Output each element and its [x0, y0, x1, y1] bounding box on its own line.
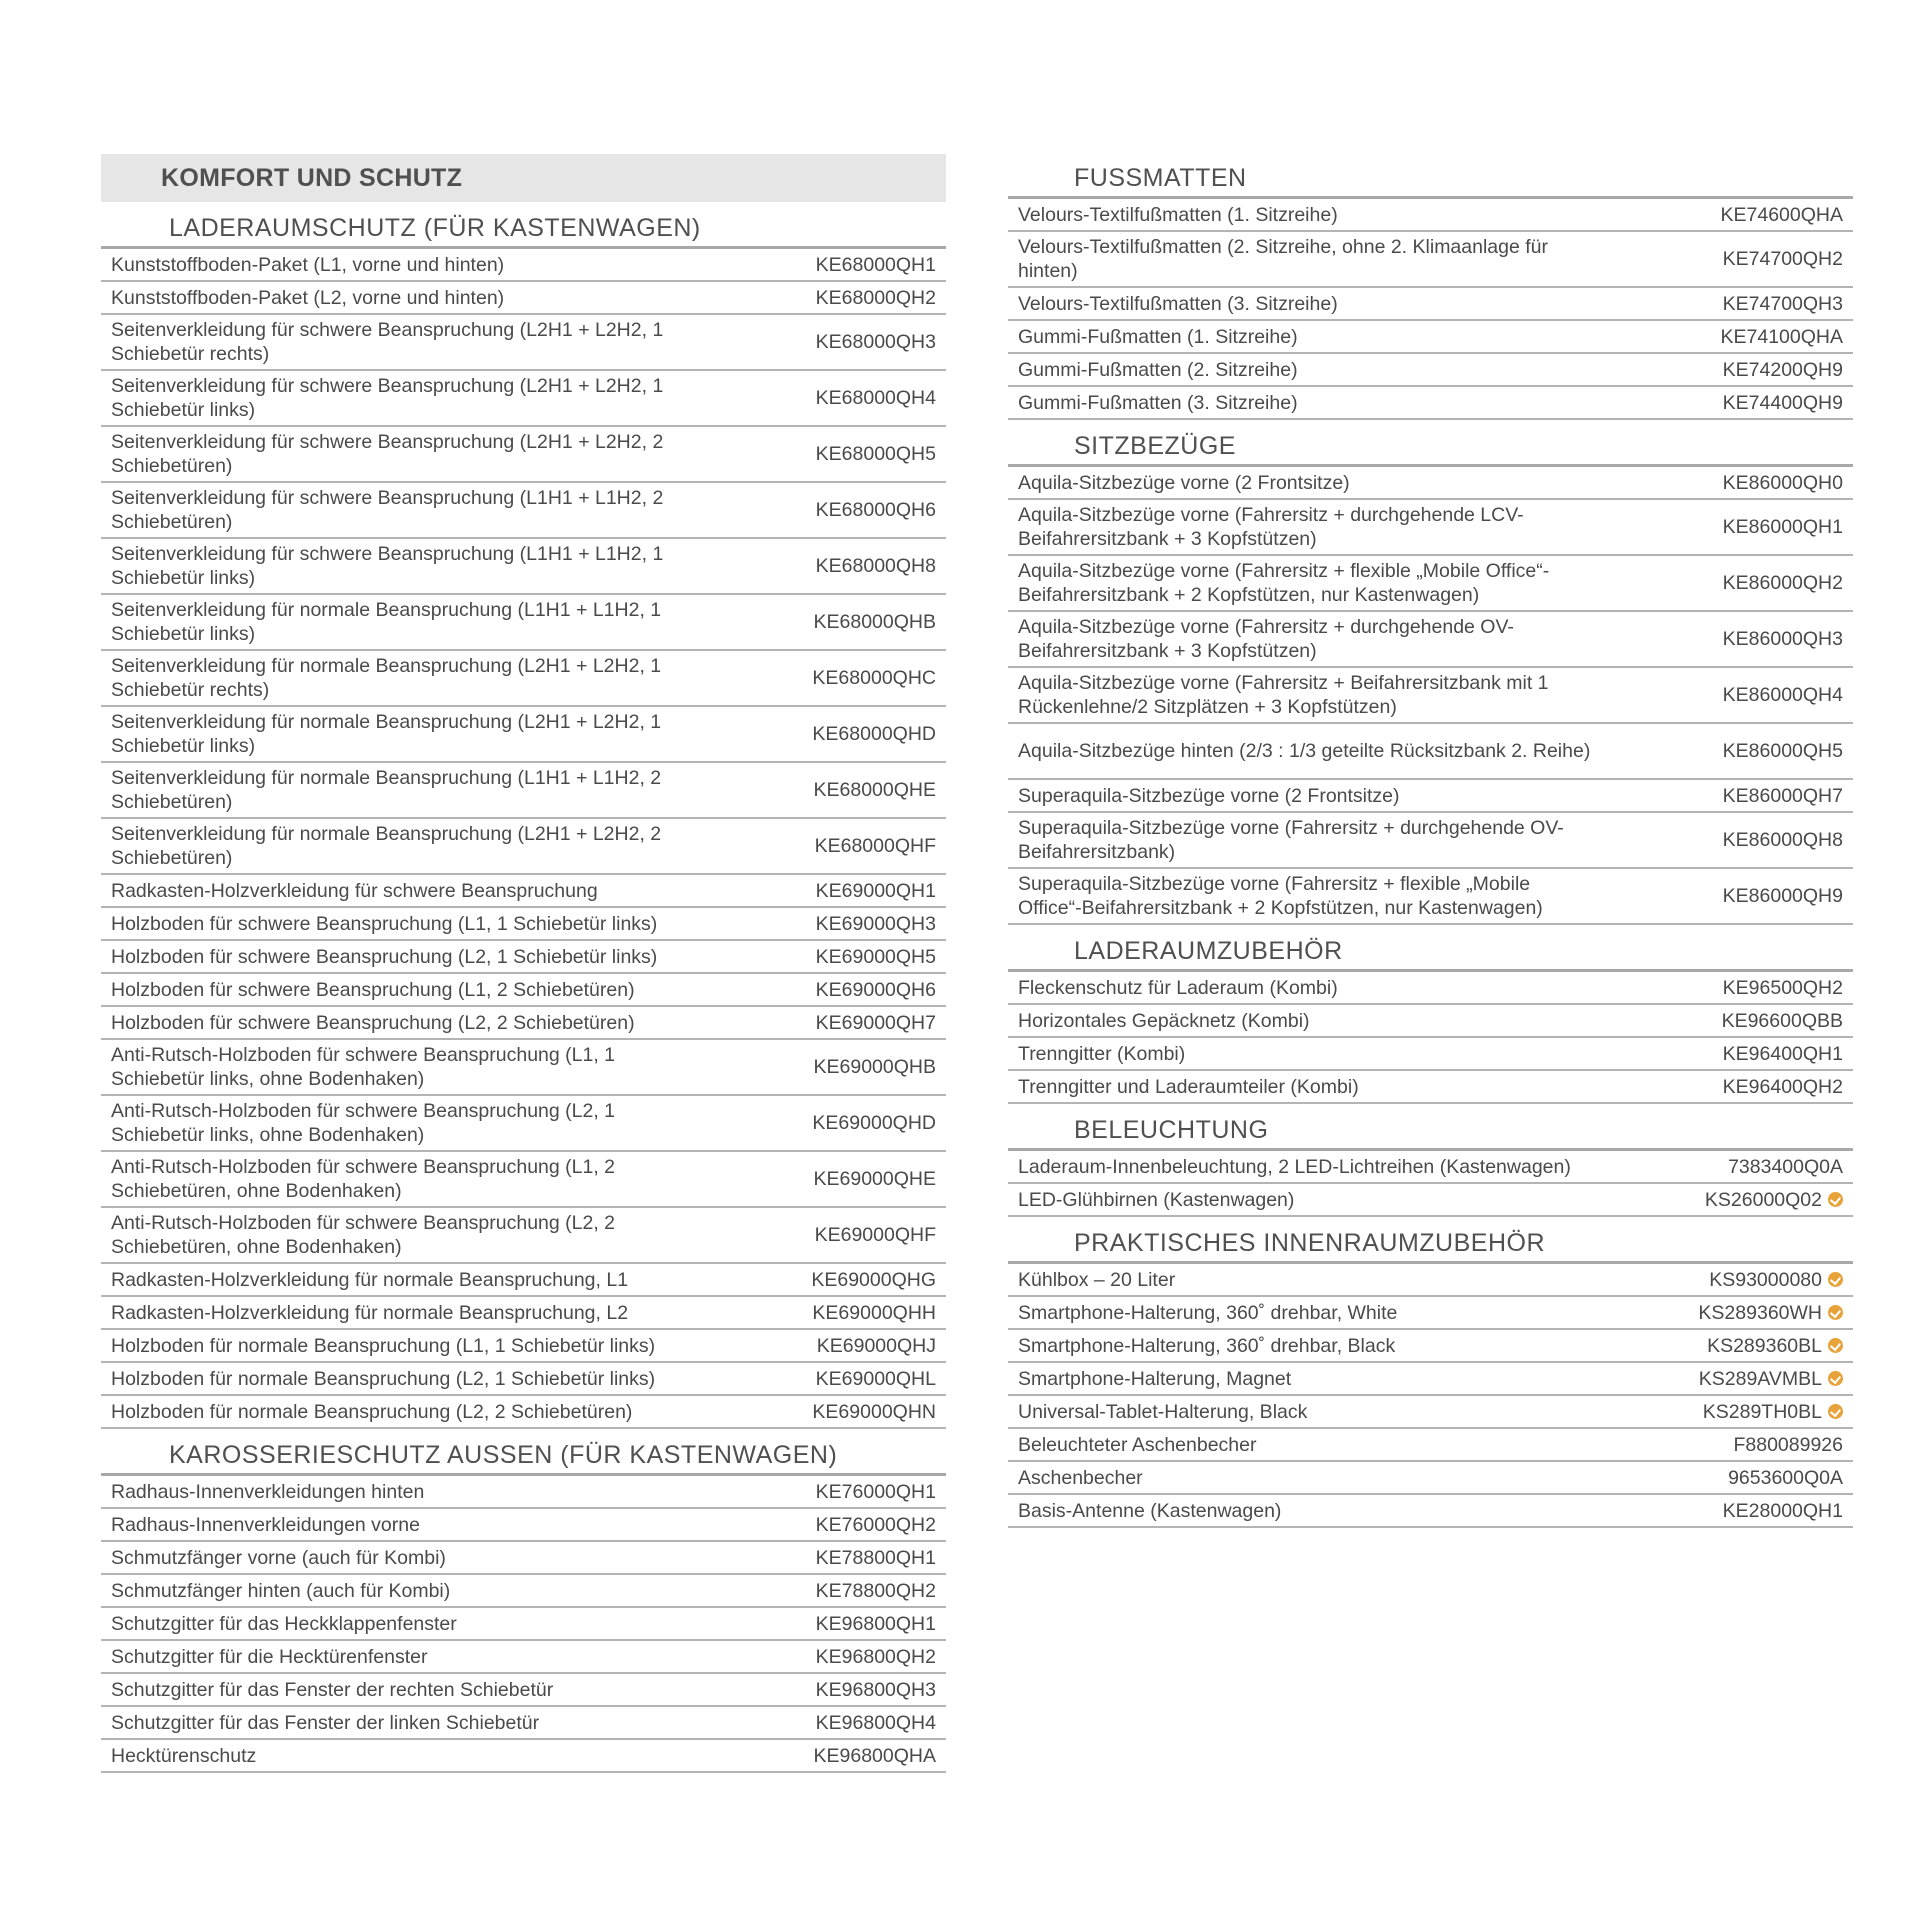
item-description: Seitenverkleidung für schwere Beanspruchung (L2H1 + L2H2, 2 Schiebetüren)	[111, 431, 664, 477]
section-laderaumschutz-fuer-kastenwagen	[101, 210, 946, 1429]
section-karosserieschutz-aussen-fuer-kastenwagen	[101, 1437, 946, 1773]
item-code-cell	[816, 386, 936, 410]
item-description: Superaquila-Sitzbezüge vorne (2 Frontsitze)	[1018, 784, 1400, 807]
list-item	[101, 1330, 946, 1363]
item-description: Aquila-Sitzbezüge hinten (2/3 : 1/3 geteilte Rücksitzbank 2. Reihe)	[1018, 740, 1591, 762]
item-code-cell	[816, 1645, 936, 1669]
list-item	[101, 315, 946, 371]
item-code-cell	[816, 498, 936, 522]
item-description: Trenngitter (Kombi)	[1018, 1042, 1186, 1065]
list-item	[1008, 1429, 1853, 1462]
item-code-cell	[1723, 292, 1843, 316]
item-description: Seitenverkleidung für normale Beanspruchung (L2H1 + L2H2, 1 Schiebetür links)	[111, 711, 662, 757]
item-description: Seitenverkleidung für schwere Beanspruchung (L2H1 + L2H2, 1 Schiebetür rechts)	[111, 319, 664, 365]
item-description: Seitenverkleidung für schwere Beanspruchung (L1H1 + L1H2, 2 Schiebetüren)	[111, 487, 664, 533]
item-code: KE96800QH1	[815, 1612, 936, 1635]
item-code-cell	[1728, 1155, 1843, 1179]
item-description: Kunststoffboden-Paket (L1, vorne und hinten)	[111, 253, 505, 276]
list-item	[101, 282, 946, 315]
item-code: KE86000QH0	[1722, 471, 1843, 494]
item-code: KE69000QHF	[814, 1224, 936, 1246]
item-code: KE74700QH3	[1722, 292, 1843, 315]
item-code-cell	[816, 912, 936, 936]
item-code-cell	[1723, 471, 1843, 495]
item-code: KE69000QHE	[813, 1168, 936, 1190]
item-code-cell	[816, 554, 936, 578]
item-code: KE78800QH1	[815, 1546, 936, 1569]
section-title: SITZBEZÜGE	[1008, 428, 1853, 467]
item-code-cell	[816, 1711, 936, 1735]
list-item	[101, 539, 946, 595]
item-code-cell	[816, 286, 936, 310]
list-item	[101, 249, 946, 282]
check-badge-icon	[1828, 1338, 1843, 1353]
item-code-cell	[1723, 739, 1843, 763]
item-code: KE69000QHB	[813, 1056, 936, 1078]
list-item	[101, 1575, 946, 1608]
item-code: KE68000QH5	[815, 443, 936, 465]
item-description: Holzboden für schwere Beanspruchung (L2, 2 Schiebetüren)	[111, 1011, 635, 1034]
item-code-cell	[816, 1011, 936, 1035]
item-description: Schmutzfänger hinten (auch für Kombi)	[111, 1579, 451, 1602]
item-code: KE76000QH1	[815, 1480, 936, 1503]
item-code: KE74100QHA	[1720, 325, 1843, 348]
item-code-cell	[1723, 358, 1843, 382]
item-code: KE68000QH2	[815, 286, 936, 309]
item-code-cell	[812, 1301, 936, 1325]
list-item	[101, 651, 946, 707]
item-code-cell	[811, 1268, 936, 1292]
list-item	[101, 1007, 946, 1040]
item-code-cell	[816, 945, 936, 969]
item-description: Kunststoffboden-Paket (L2, vorne und hinten)	[111, 286, 505, 309]
item-description: Seitenverkleidung für schwere Beanspruchung (L1H1 + L1H2, 1 Schiebetür links)	[111, 543, 664, 589]
item-description: Seitenverkleidung für normale Beanspruchung (L1H1 + L1H2, 2 Schiebetüren)	[111, 767, 662, 813]
item-code: KE69000QH5	[815, 945, 936, 968]
item-description: Holzboden für normale Beanspruchung (L1, 1 Schiebetür links)	[111, 1334, 656, 1357]
list-item	[101, 1740, 946, 1773]
item-code: KE86000QH2	[1722, 572, 1843, 594]
item-code-cell	[1703, 1400, 1843, 1424]
item-code: KE78800QH2	[815, 1579, 936, 1602]
item-description: Seitenverkleidung für normale Beanspruchung (L1H1 + L1H2, 1 Schiebetür links)	[111, 599, 662, 645]
list-item	[101, 1509, 946, 1542]
item-description: Gummi-Fußmatten (3. Sitzreihe)	[1018, 391, 1298, 414]
list-item	[1008, 1297, 1853, 1330]
list-item	[1008, 1151, 1853, 1184]
item-code: KE86000QH4	[1722, 684, 1843, 706]
item-code: KE74200QH9	[1722, 358, 1843, 381]
item-code: 9653600Q0A	[1728, 1466, 1843, 1489]
item-description: Gummi-Fußmatten (2. Sitzreihe)	[1018, 358, 1298, 381]
item-code-cell	[816, 253, 936, 277]
item-code-cell	[816, 879, 936, 903]
item-description: Holzboden für normale Beanspruchung (L2, 2 Schiebetüren)	[111, 1400, 633, 1423]
list-item	[101, 1208, 946, 1264]
check-badge-icon	[1828, 1305, 1843, 1320]
list-item	[101, 1707, 946, 1740]
item-code-cell	[816, 1367, 936, 1391]
item-code-cell	[1723, 571, 1843, 595]
list-item	[1008, 556, 1853, 612]
list-item	[1008, 1363, 1853, 1396]
list-item	[101, 1608, 946, 1641]
item-description: Anti-Rutsch-Holzboden für schwere Beanspruchung (L2, 1 Schiebetür links, ohne Bodenhaken)	[111, 1100, 616, 1146]
item-code: KE96600QBB	[1721, 1009, 1843, 1032]
item-code-cell	[815, 834, 936, 858]
list-item	[101, 483, 946, 539]
item-description: Aquila-Sitzbezüge vorne (Fahrersitz + flexible „Mobile Office“-Beifahrersitzbank + 2 Kopfstützen, nur Kastenwagen)	[1018, 560, 1550, 606]
item-code: KE68000QH1	[815, 253, 936, 276]
item-description: Velours-Textilfußmatten (3. Sitzreihe)	[1018, 292, 1338, 315]
item-code-cell	[1723, 976, 1843, 1000]
item-code: KE76000QH2	[815, 1513, 936, 1536]
item-description: Radhaus-Innenverkleidungen vorne	[111, 1513, 420, 1536]
item-description: Superaquila-Sitzbezüge vorne (Fahrersitz + durchgehende OV-Beifahrersitzbank)	[1018, 817, 1564, 863]
item-code-cell	[816, 1546, 936, 1570]
item-description: Fleckenschutz für Laderaum (Kombi)	[1018, 976, 1338, 999]
item-code: KE69000QHG	[811, 1268, 936, 1291]
item-code-cell	[814, 1744, 937, 1768]
item-code: KE74700QH2	[1722, 248, 1843, 270]
item-description: Schutzgitter für die Hecktürenfenster	[111, 1645, 428, 1668]
list-item	[1008, 1495, 1853, 1528]
item-code-cell	[816, 978, 936, 1002]
item-code-cell	[1723, 391, 1843, 415]
list-item	[101, 941, 946, 974]
list-item	[1008, 813, 1853, 869]
item-description: Radkasten-Holzverkleidung für normale Beanspruchung, L1	[111, 1268, 629, 1291]
item-description: Schutzgitter für das Fenster der linken Schiebetür	[111, 1711, 540, 1734]
item-code: KE68000QHC	[812, 667, 936, 689]
list-item	[101, 371, 946, 427]
list-item	[1008, 1330, 1853, 1363]
item-code-cell	[1723, 683, 1843, 707]
item-code: KS289AVMBL	[1698, 1367, 1822, 1390]
check-badge-icon	[1828, 1192, 1843, 1207]
item-code-cell	[816, 1678, 936, 1702]
item-code-cell	[1699, 1367, 1843, 1391]
item-code: KS93000080	[1709, 1268, 1822, 1291]
item-code: KE96800QHA	[813, 1744, 936, 1767]
item-code-cell	[816, 1513, 936, 1537]
list-item	[101, 763, 946, 819]
item-code-cell	[812, 1400, 936, 1424]
item-description: Trenngitter und Laderaumteiler (Kombi)	[1018, 1075, 1359, 1098]
item-code-cell	[816, 1579, 936, 1603]
list-item	[101, 875, 946, 908]
item-description: Holzboden für schwere Beanspruchung (L1, 2 Schiebetüren)	[111, 978, 635, 1001]
item-code-cell	[1723, 828, 1843, 852]
list-item	[1008, 1462, 1853, 1495]
item-code-cell	[1723, 247, 1843, 271]
item-code: KE74400QH9	[1722, 391, 1843, 414]
item-code-cell	[814, 1055, 937, 1079]
left-column	[101, 154, 946, 1773]
list-item	[101, 427, 946, 483]
list-item	[1008, 467, 1853, 500]
list-item	[101, 1542, 946, 1575]
item-code: KE28000QH1	[1722, 1499, 1843, 1522]
item-code: F880089926	[1733, 1433, 1843, 1456]
item-description: Basis-Antenne (Kastenwagen)	[1018, 1499, 1282, 1522]
item-code-cell	[1723, 515, 1843, 539]
item-code-cell	[1721, 325, 1844, 349]
list-item	[1008, 354, 1853, 387]
section-title: BELEUCHTUNG	[1008, 1112, 1853, 1151]
item-description: Seitenverkleidung für normale Beanspruchung (L2H1 + L2H2, 2 Schiebetüren)	[111, 823, 662, 869]
item-code: KE69000QH7	[815, 1011, 936, 1034]
item-description: Aschenbecher	[1018, 1466, 1143, 1489]
list-item	[101, 707, 946, 763]
item-code-cell	[1705, 1188, 1843, 1212]
list-item	[1008, 288, 1853, 321]
item-description: Aquila-Sitzbezüge vorne (Fahrersitz + Beifahrersitzbank mit 1 Rückenlehne/2 Sitzplätzen + 3 Kopfstützen)	[1018, 672, 1549, 718]
list-item	[1008, 500, 1853, 556]
item-code: KE68000QH6	[815, 499, 936, 521]
list-item	[1008, 1005, 1853, 1038]
right-sections	[1008, 160, 1853, 1528]
list-item	[1008, 612, 1853, 668]
section-title: LADERAUMZUBEHÖR	[1008, 933, 1853, 972]
item-code: KS289TH0BL	[1702, 1400, 1822, 1423]
item-code: KS289360BL	[1707, 1334, 1822, 1357]
item-description: Laderaum-Innenbeleuchtung, 2 LED-Lichtreihen (Kastenwagen)	[1018, 1155, 1571, 1178]
item-code: KE68000QHE	[813, 779, 936, 801]
section-title: KAROSSERIESCHUTZ AUSSEN (FÜR KASTENWAGEN)	[101, 1437, 946, 1476]
item-description: Aquila-Sitzbezüge vorne (Fahrersitz + durchgehende OV-Beifahrersitzbank + 3 Kopfstützen)	[1018, 616, 1514, 662]
list-item	[101, 1040, 946, 1096]
list-item	[101, 1264, 946, 1297]
list-item	[1008, 869, 1853, 925]
item-code: KE96800QH2	[815, 1645, 936, 1668]
item-description: Aquila-Sitzbezüge vorne (2 Frontsitze)	[1018, 471, 1350, 494]
item-code: KE86000QH9	[1722, 885, 1843, 907]
item-code-cell	[1723, 1042, 1843, 1066]
section-title: PRAKTISCHES INNENRAUMZUBEHÖR	[1008, 1225, 1853, 1264]
section-beleuchtung	[1008, 1112, 1853, 1217]
list-item	[101, 819, 946, 875]
check-badge-icon	[1828, 1371, 1843, 1386]
item-description: Radhaus-Innenverkleidungen hinten	[111, 1480, 425, 1503]
list-item	[101, 974, 946, 1007]
item-description: Universal-Tablet-Halterung, Black	[1018, 1400, 1308, 1423]
item-code: KE86000QH8	[1722, 829, 1843, 851]
item-description: Holzboden für schwere Beanspruchung (L2, 1 Schiebetür links)	[111, 945, 658, 968]
item-code-cell	[1728, 1466, 1843, 1490]
item-code-cell	[1722, 1009, 1843, 1033]
list-item	[1008, 668, 1853, 724]
item-code: KE96800QH4	[815, 1711, 936, 1734]
item-description: Superaquila-Sitzbezüge vorne (Fahrersitz + flexible „Mobile Office“-Beifahrersitzbank + 2 Kopfstützen, nur Kastenwagen)	[1018, 873, 1543, 919]
list-item	[1008, 780, 1853, 813]
item-description: Schmutzfänger vorne (auch für Kombi)	[111, 1546, 446, 1569]
item-description: Schutzgitter für das Heckklappenfenster	[111, 1612, 457, 1635]
check-badge-icon	[1828, 1272, 1843, 1287]
list-item	[101, 1297, 946, 1330]
list-item	[1008, 321, 1853, 354]
item-description: Holzboden für normale Beanspruchung (L2, 1 Schiebetür links)	[111, 1367, 656, 1390]
list-item	[101, 1476, 946, 1509]
list-item	[1008, 1071, 1853, 1104]
item-code-cell	[817, 1334, 936, 1358]
right-column	[1008, 160, 1853, 1528]
item-code-cell	[1721, 203, 1844, 227]
item-code: 7383400Q0A	[1728, 1155, 1843, 1178]
list-item	[101, 908, 946, 941]
item-code-cell	[816, 330, 936, 354]
item-code: KE96400QH2	[1722, 1075, 1843, 1098]
item-code-cell	[1723, 784, 1843, 808]
item-code: KE74600QHA	[1720, 203, 1843, 226]
item-description: Velours-Textilfußmatten (1. Sitzreihe)	[1018, 203, 1338, 226]
list-item	[1008, 232, 1853, 288]
check-badge-icon	[1828, 1404, 1843, 1419]
section-title: FUSSMATTEN	[1008, 160, 1853, 199]
item-description: Radkasten-Holzverkleidung für normale Beanspruchung, L2	[111, 1301, 629, 1324]
item-code: KE68000QH4	[815, 387, 936, 409]
item-description: LED-Glühbirnen (Kastenwagen)	[1018, 1188, 1295, 1211]
section-fussmatten	[1008, 160, 1853, 420]
item-description: Horizontales Gepäcknetz (Kombi)	[1018, 1009, 1310, 1032]
item-code-cell	[812, 722, 936, 746]
item-description: Velours-Textilfußmatten (2. Sitzreihe, ohne 2. Klimaanlage für hinten)	[1018, 236, 1549, 282]
item-description: Gummi-Fußmatten (1. Sitzreihe)	[1018, 325, 1298, 348]
list-item	[101, 1396, 946, 1429]
item-code-cell	[816, 1480, 936, 1504]
item-description: Aquila-Sitzbezüge vorne (Fahrersitz + durchgehende LCV-Beifahrersitzbank + 3 Kopfstützen)	[1018, 504, 1524, 550]
item-code-cell	[814, 778, 937, 802]
item-code-cell	[814, 1167, 937, 1191]
section-praktisches-innenraumzubehoer	[1008, 1225, 1853, 1528]
list-item	[1008, 199, 1853, 232]
item-code-cell	[814, 610, 937, 634]
item-code-cell	[816, 1612, 936, 1636]
item-code: KE86000QH3	[1722, 628, 1843, 650]
section-title: LADERAUMSCHUTZ (FÜR KASTENWAGEN)	[101, 210, 946, 249]
item-code-cell	[1723, 1075, 1843, 1099]
item-code: KE86000QH7	[1722, 784, 1843, 807]
page-title: KOMFORT UND SCHUTZ	[101, 154, 946, 202]
item-description: Schutzgitter für das Fenster der rechten Schiebetür	[111, 1678, 554, 1701]
item-code-cell	[815, 1223, 936, 1247]
item-description: Anti-Rutsch-Holzboden für schwere Beanspruchung (L1, 1 Schiebetür links, ohne Bodenhaken)	[111, 1044, 616, 1090]
item-code: KE86000QH5	[1722, 740, 1843, 762]
item-description: Holzboden für schwere Beanspruchung (L1, 1 Schiebetür links)	[111, 912, 658, 935]
item-code-cell	[816, 442, 936, 466]
list-item	[101, 1096, 946, 1152]
item-code: KE68000QHF	[814, 835, 936, 857]
list-item	[1008, 387, 1853, 420]
list-item	[101, 1152, 946, 1208]
item-description: Hecktürenschutz	[111, 1744, 257, 1767]
list-item	[101, 1363, 946, 1396]
item-description: Kühlbox – 20 Liter	[1018, 1268, 1176, 1291]
item-description: Radkasten-Holzverkleidung für schwere Beanspruchung	[111, 879, 598, 902]
item-code-cell	[1709, 1268, 1843, 1292]
item-code: KE69000QH6	[815, 978, 936, 1001]
item-code: KE69000QHL	[815, 1367, 936, 1390]
item-description: Smartphone-Halterung, Magnet	[1018, 1367, 1292, 1390]
item-description: Smartphone-Halterung, 360˚ drehbar, Black	[1018, 1334, 1396, 1357]
item-description: Anti-Rutsch-Holzboden für schwere Beanspruchung (L2, 2 Schiebetüren, ohne Bodenhaken)	[111, 1212, 616, 1258]
item-code: KE69000QH1	[815, 879, 936, 902]
list-item	[101, 1674, 946, 1707]
item-code-cell	[1723, 884, 1843, 908]
item-code: KE96500QH2	[1722, 976, 1843, 999]
section-sitzbezuege	[1008, 428, 1853, 925]
item-code: KE96400QH1	[1722, 1042, 1843, 1065]
item-code-cell	[1733, 1433, 1843, 1457]
item-code: KE69000QH3	[815, 912, 936, 935]
item-code: KE69000QHD	[812, 1112, 936, 1134]
item-code: KS289360WH	[1698, 1301, 1822, 1324]
item-code: KE69000QHN	[812, 1400, 936, 1423]
item-code: KE69000QHH	[812, 1301, 936, 1324]
item-code-cell	[812, 666, 936, 690]
list-item	[101, 595, 946, 651]
item-code-cell	[812, 1111, 936, 1135]
list-item	[1008, 724, 1853, 780]
item-description: Smartphone-Halterung, 360˚ drehbar, White	[1018, 1301, 1398, 1324]
item-code: KE68000QHB	[813, 611, 936, 633]
left-sections	[101, 210, 946, 1773]
item-code: KS26000Q02	[1704, 1188, 1822, 1211]
item-code: KE68000QH8	[815, 555, 936, 577]
list-item	[1008, 1038, 1853, 1071]
item-code: KE86000QH1	[1722, 516, 1843, 538]
item-code: KE68000QH3	[815, 331, 936, 353]
item-description: Beleuchteter Aschenbecher	[1018, 1433, 1257, 1456]
list-item	[1008, 1184, 1853, 1217]
list-item	[1008, 1396, 1853, 1429]
item-code: KE69000QHJ	[816, 1334, 936, 1357]
section-laderaumzubehoer	[1008, 933, 1853, 1104]
list-item	[101, 1641, 946, 1674]
list-item	[1008, 972, 1853, 1005]
item-code-cell	[1707, 1334, 1843, 1358]
item-description: Seitenverkleidung für schwere Beanspruchung (L2H1 + L2H2, 1 Schiebetür links)	[111, 375, 664, 421]
item-code: KE68000QHD	[812, 723, 936, 745]
list-item	[1008, 1264, 1853, 1297]
item-code-cell	[1723, 1499, 1843, 1523]
item-code: KE96800QH3	[815, 1678, 936, 1701]
item-description: Seitenverkleidung für normale Beanspruchung (L2H1 + L2H2, 1 Schiebetür rechts)	[111, 655, 662, 701]
item-code-cell	[1723, 627, 1843, 651]
item-code-cell	[1698, 1301, 1843, 1325]
item-description: Anti-Rutsch-Holzboden für schwere Beanspruchung (L1, 2 Schiebetüren, ohne Bodenhaken)	[111, 1156, 616, 1202]
